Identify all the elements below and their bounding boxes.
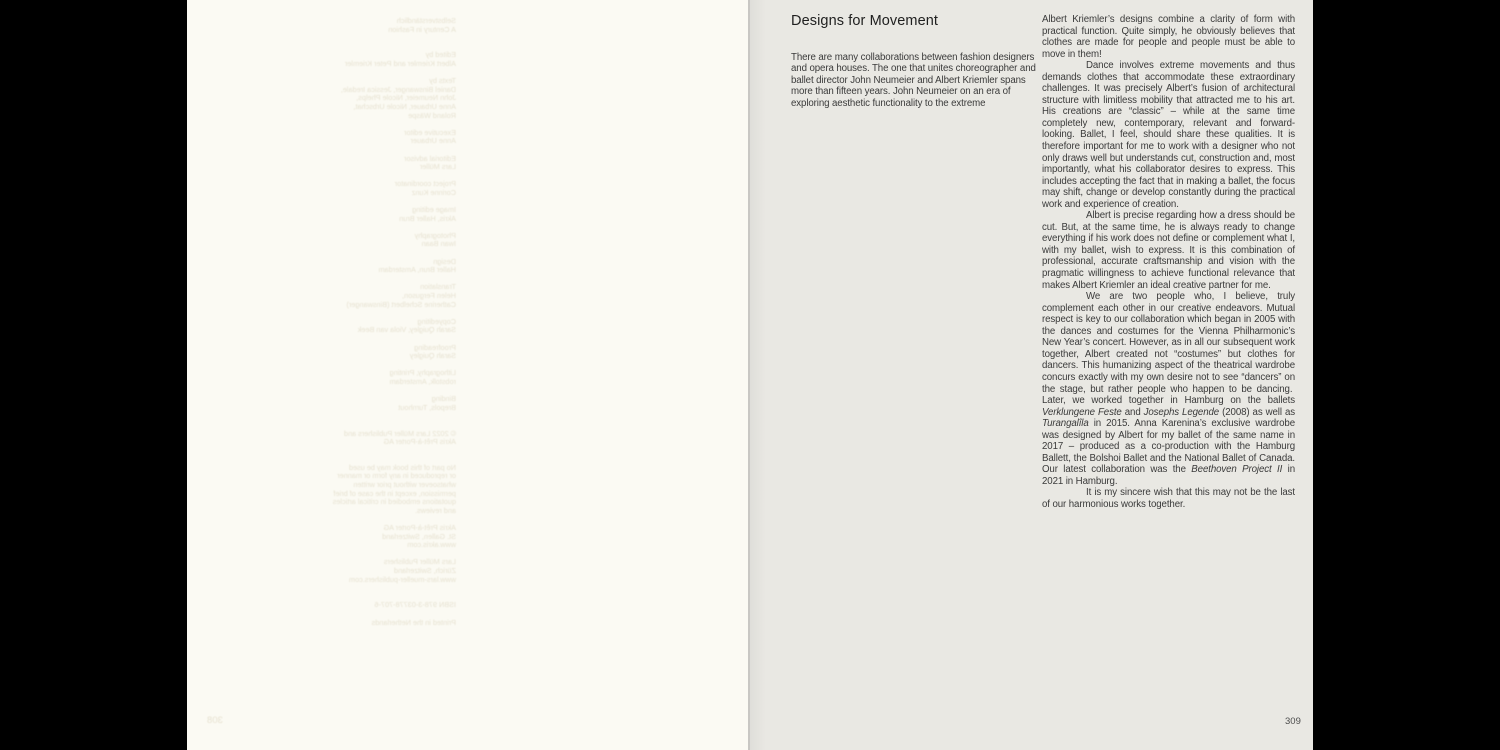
colophon-line: www.lars-mueller-publishers.com <box>348 574 456 584</box>
essay-paragraph: Dance involves extreme movements and thus demands clothes that accommodate these extraordinary challenges. It was precisely Albert’s fusion of architectural structure with limitless mobility that attracted me to his art. His creations are “classic” – while at the same time completely new, contemporary, relevant and forward-looking. Ballet, I feel, should share these qualities. It is therefore important for me to work with a designer who not only draws well but understands cut, construction and, most importantly, what his collaborator desires to express. This includes accepting the fact that in making a ballet, the focus may shift, change or develop constantly during the practical work and experience of creation. <box>1042 60 1295 210</box>
colophon-line: Lars Müller <box>419 162 456 172</box>
colophon-group <box>187 369 456 386</box>
colophon-line: A Century in Fashion <box>388 24 456 34</box>
colophon-line: and reviews. <box>415 505 456 515</box>
essay-paragraph: We are two people who, I believe, truly complement each other in our creative endeavors. Mutual respect is key to our collaboration which began in 2005 with the dances and costumes for the Vienna Philharmonic’s New Year’s concert. However, as in all our subsequent work together, Albert created not “costumes” but clothes for dancers. This humanizing aspect of the theatrical wardrobe concurs exactly with my own desire not to see “dancers” on the stage, but rather people who happen to be dancing. Later, we worked together in Hamburg on the ballets Verklungene Feste and Josephs Legende (2008) as well as Turangalîla in 2015. Anna Karenina’s exclusive wardrobe was designed by Albert for my ballet of the same name in 2017 – produced as a co-production with the Hamburg Ballett, the Bolshoi Ballet and the National Ballet of Canada. Our latest collaboration was the Beethoven Project II in 2021 in Hamburg. <box>1042 291 1295 487</box>
colophon-line: Proofreading <box>414 342 456 352</box>
colophon-group <box>187 206 456 223</box>
colophon-line: ISBN 978-3-03778-707-6 <box>374 600 456 610</box>
chapter-title: Designs for Movement <box>791 13 939 29</box>
colophon-line: Texts by <box>429 76 456 86</box>
essay-paragraph: Albert is precise regarding how a dress should be cut. But, at the same time, he is always ready to change everything if his work does not define or complement what I, with my ballet, wish to express. It is this combination of professional, accurate craftsmanship and vision with the pragmatic willingness to achieve functional relevance that makes Albert Kriemler an ideal creative partner for me. <box>1042 210 1295 291</box>
colophon-line: Zürich, Switzerland <box>393 566 456 575</box>
right-page-number: 309 <box>1285 716 1301 727</box>
colophon-line: Lithography, Printing <box>389 368 456 378</box>
colophon-line: Haller Brun, Amsterdam <box>378 265 456 275</box>
colophon-line: Akris, Haller Brun <box>399 213 456 223</box>
colophon-line: Anne Urbauer, Nicole Urbschat, <box>353 101 456 111</box>
colophon-line: St. Gallen, Switzerland <box>382 531 456 541</box>
colophon-line: Design <box>433 256 456 266</box>
colophon-group <box>187 318 456 335</box>
colophon-line: Photography <box>414 230 456 240</box>
colophon-group <box>187 258 456 275</box>
colophon-line: Catherine Schelbert (Binswanger) <box>346 299 456 309</box>
colophon-group <box>187 344 456 361</box>
colophon-line: Anne Urbauer <box>410 136 456 146</box>
colophon-group <box>187 619 456 628</box>
colophon-group <box>187 283 456 309</box>
left-page <box>187 0 748 750</box>
colophon-group <box>187 51 456 68</box>
colophon-group <box>187 232 456 249</box>
colophon-group <box>187 77 456 120</box>
colophon-group <box>187 129 456 146</box>
colophon-line: Daniel Binswanger, Jessica Iredale, <box>340 84 456 94</box>
colophon-line: Roland Wäspe <box>408 110 456 120</box>
colophon-group <box>187 464 456 516</box>
colophon-group <box>187 524 456 550</box>
colophon-line: Translation <box>420 282 456 292</box>
colophon-line: robstolk, Amsterdam <box>389 376 456 386</box>
colophon-line: Image editing <box>412 205 456 215</box>
essay-column <box>1042 14 1295 511</box>
colophon-line: whatsoever without prior written <box>353 480 456 490</box>
colophon-line: Executive editor <box>404 127 456 137</box>
colophon-group <box>187 155 456 172</box>
colophon-line: Project coordinator <box>394 179 456 189</box>
colophon-line: or reproduced in any form or manner <box>337 471 456 481</box>
intro-column: There are many collaborations between fashion designers and opera houses. The one that unites choreographer and ballet director John Neumeier and Albert Kriemler spans more than fifteen years. John Neumeier on an era of exploring aesthetic functionality to the extreme <box>791 52 1036 109</box>
colophon-line: Iwan Baan <box>421 239 456 249</box>
left-page-number: 308 <box>207 715 223 726</box>
colophon-showthrough <box>187 17 456 627</box>
colophon-line: © 2022 Lars Müller Publishers and <box>343 428 456 438</box>
colophon-line: Printed in the Netherlands <box>371 617 456 627</box>
colophon-line: Sarah Quigley, Viola van Beek <box>357 325 456 335</box>
colophon-line: Sarah Quigley <box>409 351 456 361</box>
colophon-line: Akris Prêt-à-Porter AG <box>383 437 456 447</box>
colophon-line: Binding <box>431 394 456 404</box>
colophon-line: Edited by <box>425 50 456 60</box>
colophon-line: Helen Ferguson, <box>402 291 456 300</box>
colophon-line: Akris Prêt-à-Porter AG <box>383 523 456 533</box>
colophon-group <box>187 180 456 197</box>
colophon-group <box>187 17 456 34</box>
colophon-line: John Neumeier, Nicole Phelps, <box>356 93 456 103</box>
colophon-line: Corinne Kunz <box>411 187 456 197</box>
colophon-group <box>187 430 456 447</box>
colophon-line: Editorial advisor <box>404 153 456 163</box>
colophon-line: Copyediting <box>417 316 456 326</box>
colophon-line: Lars Müller Publishers <box>383 557 456 567</box>
colophon-line: Brepols, Turnhout <box>398 402 456 412</box>
essay-paragraph: It is my sincere wish that this may not be the last of our harmonious works together. <box>1042 487 1295 510</box>
colophon-line: No part of this book may be used <box>348 462 456 472</box>
colophon-group <box>187 395 456 412</box>
right-page <box>748 0 1313 750</box>
colophon-line: permission, except in the case of brief <box>333 488 456 498</box>
colophon-line: Selbstverständlich <box>396 16 456 25</box>
colophon-line: Albert Kriemler and Peter Kriemler <box>344 58 456 68</box>
colophon-line: quotations embodied in critical articles <box>332 497 456 507</box>
colophon-line: www.akris.com <box>407 540 456 550</box>
colophon-group <box>187 558 456 584</box>
colophon-group <box>187 601 456 610</box>
essay-paragraph: Albert Kriemler’s designs combine a clarity of form with practical function. Quite simply, he obviously believes that clothes are made for people and people must be able to move in them! <box>1042 14 1295 60</box>
